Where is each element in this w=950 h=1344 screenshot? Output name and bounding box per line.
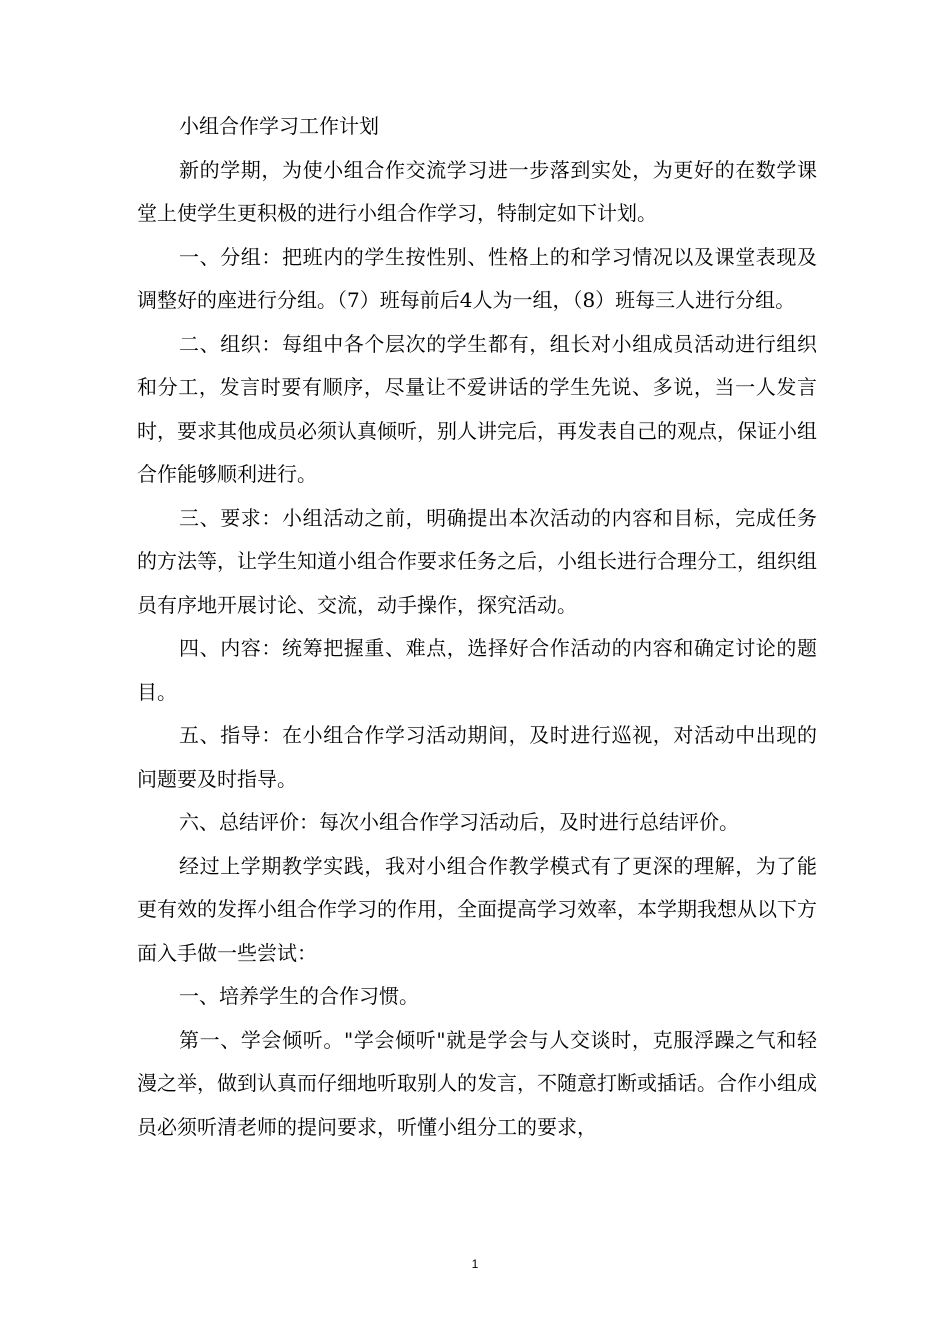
paragraph: 第一、学会倾听。"学会倾听"就是学会与人交谈时，克服浮躁之气和轻漫之举，做到认真而仔细地听取别人的发言，不随意打断或插话。合作小组成员必须听清老师的提问要求，听懂小组分工的要求， xyxy=(137,1027,817,1139)
paragraph: 经过上学期教学实践，我对小组合作教学模式有了更深的理解，为了能更有效的发挥小组合作学习的作用，全面提高学习效率，本学期我想从以下方面入手做一些尝试： xyxy=(137,853,817,965)
page-number: 1 xyxy=(471,1257,479,1271)
paragraph: 二、组织：每组中各个层次的学生都有，组长对小组成员活动进行组织和分工，发言时要有顺序，尽量让不爱讲话的学生先说、多说，当一人发言时，要求其他成员必须认真倾听，别人讲完后，再发表自己的观点，保证小组合作能够顺利进行。 xyxy=(137,331,817,486)
document-body xyxy=(137,105,817,1149)
paragraph: 三、要求：小组活动之前，明确提出本次活动的内容和目标，完成任务的方法等，让学生知道小组合作要求任务之后，小组长进行合理分工，组织组员有序地开展讨论、交流，动手操作，探究活动。 xyxy=(137,505,817,617)
paragraph: 一、分组：把班内的学生按性别、性格上的和学习情况以及课堂表现及调整好的座进行分组。（7）班每前后4人为一组，（8）班每三人进行分组。 xyxy=(137,244,817,312)
paragraph: 一、培养学生的合作习惯。 xyxy=(179,984,419,1008)
paragraph: 六、总结评价：每次小组合作学习活动后，及时进行总结评价。 xyxy=(179,810,739,834)
paragraph: 五、指导：在小组合作学习活动期间，及时进行巡视，对活动中出现的问题要及时指导。 xyxy=(137,723,817,791)
document-title: 小组合作学习工作计划 xyxy=(179,114,379,138)
paragraph: 新的学期，为使小组合作交流学习进一步落到实处，为更好的在数学课堂上使学生更积极的进行小组合作学习，特制定如下计划。 xyxy=(137,157,817,225)
paragraph: 四、内容：统筹把握重、难点，选择好合作活动的内容和确定讨论的题目。 xyxy=(137,636,817,704)
